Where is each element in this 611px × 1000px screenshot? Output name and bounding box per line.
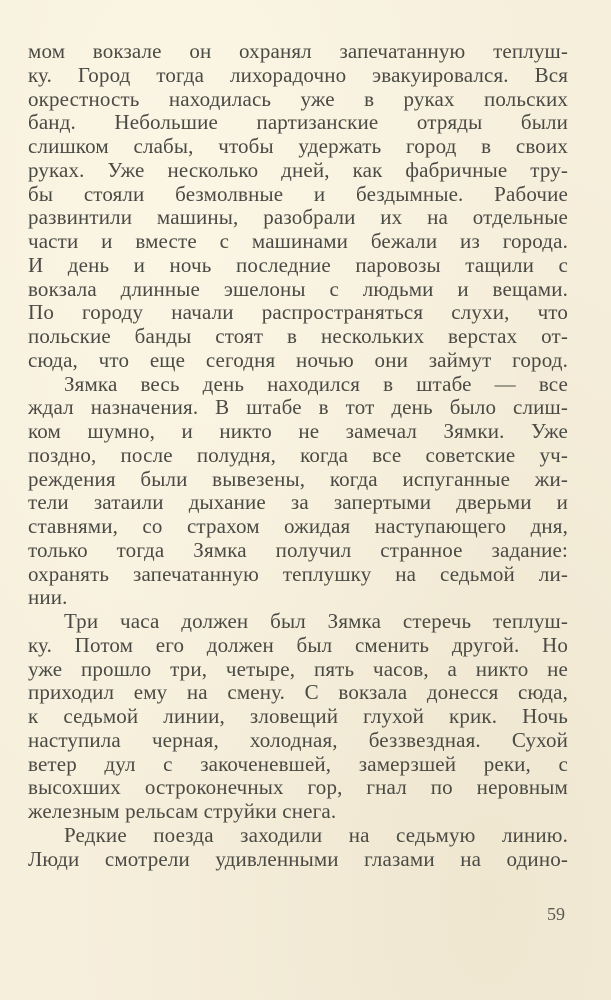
text-line: части и вместе с машинами бежали из города. — [28, 229, 568, 253]
text-line: охранять запечатанную теплушку на седьмой ли- — [28, 561, 568, 586]
text-line: бы стояли безмолвные и бездымные. Рабочие — [28, 181, 568, 206]
text-line: реждения были вывезены, когда испуганные жи- — [28, 466, 568, 491]
text-line: нии. — [28, 585, 68, 610]
text-line: окрестность находилась уже в руках польских — [28, 86, 568, 111]
text-line: только тогда Зямка получил странное задание: — [28, 537, 568, 562]
text-line: высохших остроконечных гор, гнал по неровным — [28, 775, 568, 800]
text-line: ку. Город тогда лихорадочно эвакуировался. Вся — [28, 62, 568, 87]
text-line: уже прошло три, четыре, пять часов, а никто не — [28, 656, 568, 681]
text-line: к седьмой линии, зловещий глухой крик. Ночь — [28, 704, 568, 728]
text-line: ком шумно, и никто не замечал Зямки. Уже — [28, 419, 568, 443]
text-line: ставнями, со страхом ожидая наступающего дня, — [28, 514, 568, 538]
text-line: мом вокзале он охранял запечатанную теплуш- — [28, 39, 568, 63]
text-line: ветер дул с закоченевшей, замерзшей реки, с — [28, 751, 568, 776]
text-line: польские банды стоят в нескольких верстах от- — [28, 324, 568, 348]
text-line: сюда, что еще сегодня ночью они займут город. — [28, 347, 568, 372]
text-line: ку. Потом его должен был сменить другой. Но — [28, 632, 568, 657]
text-line: поздно, после полудня, когда все советские уч- — [28, 442, 568, 467]
text-line: тели затаили дыхание за запертыми дверьми и — [28, 490, 568, 515]
text-line: ждал назначения. В штабе в тот день было слиш- — [28, 395, 568, 420]
paragraph-4 — [28, 824, 568, 872]
text-line: По городу начали распространяться слухи, что — [28, 300, 568, 325]
text-line: Люди смотрели удивленными глазами на одино- — [28, 846, 568, 871]
text-line: И день и ночь последние паровозы тащили с — [28, 252, 568, 277]
text-line: приходил ему на смену. С вокзала донесся сюда, — [28, 680, 568, 705]
paragraph-1 — [28, 40, 568, 373]
text-line: вокзала длинные эшелоны с людьми и вещами. — [28, 276, 568, 301]
paragraph-2 — [28, 373, 568, 611]
text-line: развинтили машины, разобрали их на отдельные — [28, 205, 568, 230]
paragraph-3 — [28, 610, 568, 824]
text-line: Редкие поезда заходили на седьмую линию. — [64, 822, 568, 847]
text-line: слишком слабы, чтобы удержать город в своих — [28, 134, 568, 158]
text-line: банд. Небольшие партизанские отряды были — [28, 110, 568, 135]
page-text-block — [28, 40, 568, 871]
text-line: наступила черная, холодная, беззвездная. Сухой — [28, 727, 568, 752]
text-line: Зямка весь день находился в штабе — все — [64, 371, 568, 396]
text-line: руках. Уже несколько дней, как фабричные тру- — [28, 157, 568, 182]
text-line: железным рельсам струйки снега. — [28, 799, 337, 823]
page-number: 59 — [547, 904, 565, 924]
text-line: Три часа должен был Зямка стеречь теплуш- — [64, 609, 568, 633]
